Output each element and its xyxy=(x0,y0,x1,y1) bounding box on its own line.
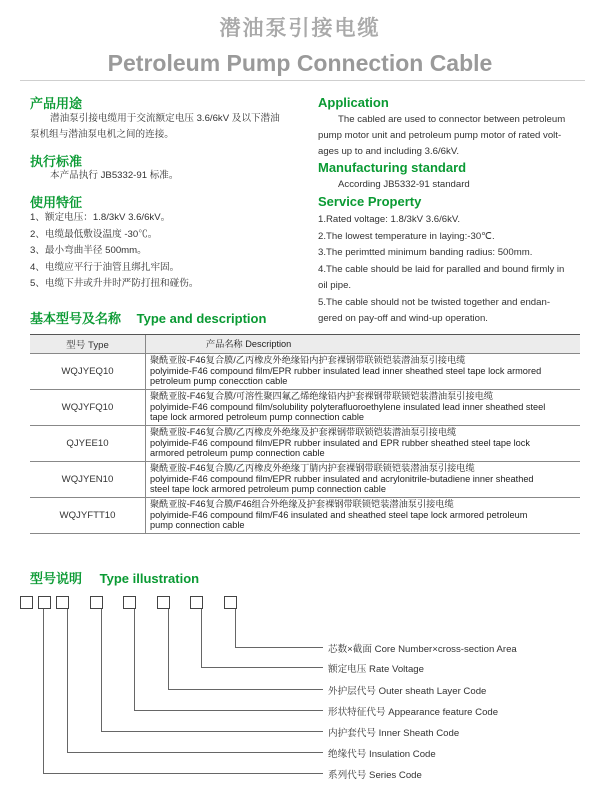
legend-series: 系列代号 Series Code xyxy=(328,770,422,781)
features-heading: 使用特征 xyxy=(30,195,83,210)
description-line: steel tape lock armored petroleum pump connection cable xyxy=(150,484,386,494)
code-box-series xyxy=(20,596,33,609)
leader-line xyxy=(235,609,236,647)
property-item: 3.The perimtted minimum banding radius: 500mm. xyxy=(318,247,533,258)
description-line: polyimide-F46 compound film/F46 insulated and sheathed steel tape lock armored petroleum xyxy=(150,509,528,520)
code-box-insulation xyxy=(38,596,51,609)
feature-item: 4、电缆应平行于油管且绑扎牢固。 xyxy=(30,261,180,273)
legend-outer-sheath: 外护层代号 Outer sheath Layer Code xyxy=(328,686,487,697)
code-box-core-area xyxy=(224,596,237,609)
type-cell: QJYEE10 xyxy=(30,426,146,461)
usage-line: 潜油泵引接电缆用于交流额定电压 3.6/6kV 及以下潜油 xyxy=(50,113,280,124)
description-line: polyimide-F46 compound film/EPR rubber insulated and acrylonitrile-butadiene inner sheathed xyxy=(150,473,534,484)
type-cell: WQJYEN10 xyxy=(30,462,146,497)
application-line: ages up to and including 3.6/6kV. xyxy=(318,146,459,157)
application-line: pump motor unit and petroleum pump motor of rated volt- xyxy=(318,130,562,141)
application-heading: Application xyxy=(318,95,389,110)
page-title-cn: 潜油泵引接电缆 xyxy=(219,16,381,40)
type-description-heading-cn: 基本型号及名称 xyxy=(30,311,122,326)
feature-item: 2、电缆最低敷设温度 -30℃。 xyxy=(30,228,158,240)
code-box-rate-voltage xyxy=(157,596,170,609)
leader-line xyxy=(43,773,323,774)
application-line: The cabled are used to connector between petroleum xyxy=(338,114,566,125)
description-line: polyimide-F46 compound film/EPR rubber insulated and EPR rubber sheathed steel tape lock xyxy=(150,437,530,448)
type-cell: WQJYFQ10 xyxy=(30,390,146,425)
description-line: 聚酰亚胺-F46复合膜/乙丙橡皮外绝缘及护套裸钢带联锁铠装潜油泵引接电缆 xyxy=(150,427,457,437)
service-property-heading: Service Property xyxy=(318,194,422,209)
leader-line xyxy=(67,609,68,752)
legend-appearance: 形状特征代号 Appearance feature Code xyxy=(328,707,499,718)
leader-line xyxy=(134,609,135,710)
type-cell: WQJYFTT10 xyxy=(30,498,146,533)
leader-line xyxy=(235,647,323,648)
code-box-core-section xyxy=(190,596,203,609)
description-line: petroleum pump conecction cable xyxy=(150,376,288,386)
leader-line xyxy=(67,752,323,753)
description-line: 聚酰亚胺-F46复合膜/可溶性聚四氟乙烯绝缘铅内护套裸钢带联锁铠装潜油泵引接电缆 xyxy=(150,391,494,401)
standard-text-cn: 本产品执行 JB5332-91 标准。 xyxy=(50,170,179,181)
description-line: polyimide-F46 compound film/EPR rubber insulated lead inner sheathed steel tape lock armored xyxy=(150,365,542,376)
property-item: 1.Rated voltage: 1.8/3kV 3.6/6kV. xyxy=(318,214,461,225)
feature-item: 1、额定电压：1.8/3kV 3.6/6kV。 xyxy=(30,212,171,223)
usage-line: 泵机组与潜油泵电机之间的连接。 xyxy=(30,129,174,140)
legend-core-area: 芯数×截面 Core Number×cross-section Area xyxy=(328,644,517,655)
code-box-inner-sheath xyxy=(56,596,69,609)
type-illustration-heading-en: Type illustration xyxy=(99,571,200,586)
legend-rate-voltage: 额定电压 Rate Voltage xyxy=(328,664,424,675)
property-item: gered on pay-off and wind-up operation. xyxy=(318,313,488,324)
description-line: 聚酰亚胺-F46复合膜/乙丙橡皮外绝缘铅内护套裸钢带联锁铠装潜油泵引接电缆 xyxy=(150,355,466,365)
description-line: polyimide-F46 compound film/solubility polyterafluoroethylene insulated lead inner sheathed steel xyxy=(150,401,546,412)
table-header-type: 型号 Type xyxy=(30,335,146,353)
property-item: oil pipe. xyxy=(318,280,352,291)
manufacturing-standard-text: According JB5332-91 standard xyxy=(338,179,470,190)
legend-insulation: 绝缘代号 Insulation Code xyxy=(328,749,436,760)
leader-line xyxy=(101,731,323,732)
standard-heading-cn: 执行标准 xyxy=(30,154,83,169)
legend-inner-sheath: 内护套代号 Inner Sheath Code xyxy=(328,728,460,739)
type-cell: WQJYEQ10 xyxy=(30,354,146,389)
type-description-heading-en: Type and description xyxy=(136,311,267,326)
leader-line xyxy=(168,689,323,690)
leader-line xyxy=(201,667,323,668)
property-item: 4.The cable should be laid for paralled and bound firmly in xyxy=(318,263,565,275)
leader-line xyxy=(201,609,202,667)
code-box-appearance xyxy=(90,596,103,609)
property-item: 2.The lowest temperature in laying:-30℃. xyxy=(318,230,495,242)
feature-item: 5、电缆下井或升井时严防打扭和碰伤。 xyxy=(30,278,199,289)
table-header-description: 产品名称 Description xyxy=(206,338,292,349)
leader-line xyxy=(43,609,44,773)
manufacturing-standard-heading: Manufacturing standard xyxy=(318,160,467,175)
description-line: 聚酰亚胺-F46复合膜/乙丙橡皮外绝缘丁腈内护套裸钢带联锁铠装潜油泵引接电缆 xyxy=(150,463,475,473)
leader-line xyxy=(134,710,323,711)
page-title-en: Petroleum Pump Connection Cable xyxy=(107,50,493,76)
property-item: 5.The cable should not be twisted together and endan- xyxy=(318,296,551,308)
description-line: pump connection cable xyxy=(150,520,245,530)
description-line: 聚酰亚胺-F46复合膜/F46组合外绝缘及护套裸钢带联锁铠装潜油泵引接电缆 xyxy=(150,499,454,509)
leader-line xyxy=(101,609,102,731)
code-box-outer-sheath xyxy=(123,596,136,609)
description-line: tape lock armored petroleum pump connection cable xyxy=(150,412,364,422)
description-line: armored petroleum pump connection cable xyxy=(150,448,325,458)
leader-line xyxy=(168,609,169,689)
feature-item: 3、最小弯曲半径 500mm。 xyxy=(30,245,147,256)
type-illustration-heading-cn: 型号说明 xyxy=(30,571,83,586)
usage-heading: 产品用途 xyxy=(30,96,83,111)
